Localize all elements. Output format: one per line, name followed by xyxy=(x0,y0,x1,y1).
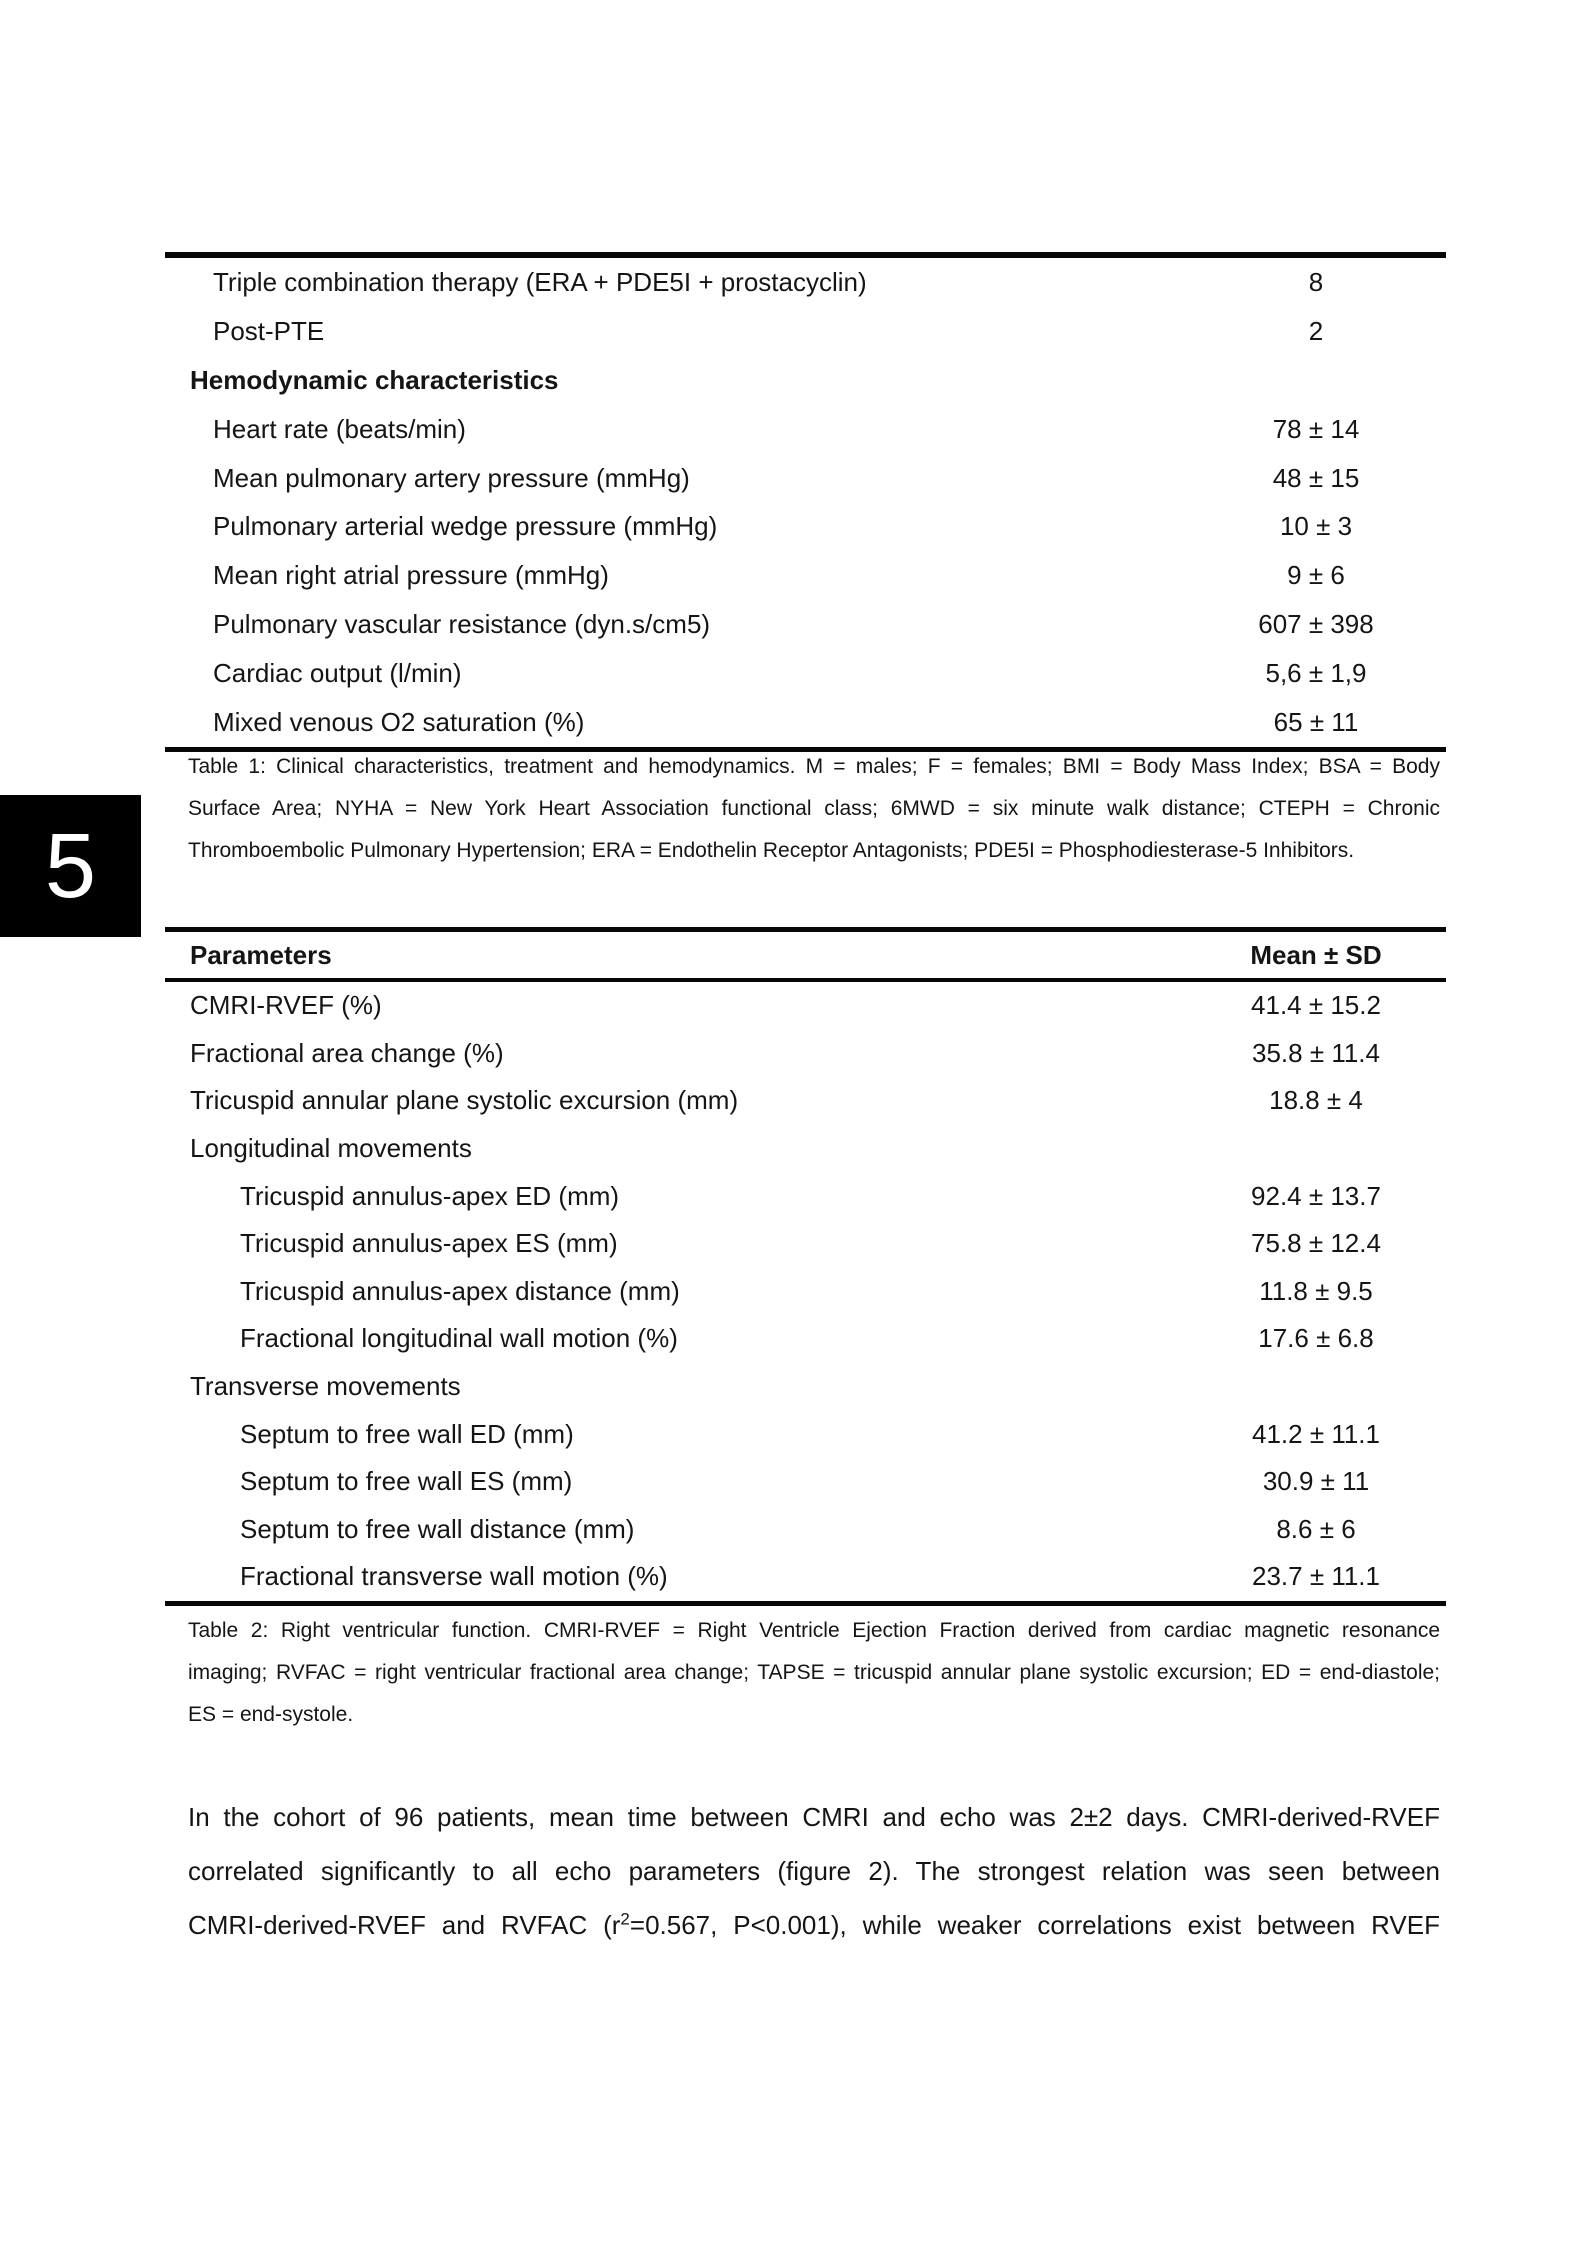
table1-row-label: Heart rate (beats/min) xyxy=(213,413,466,444)
paragraph-line: correlated significantly to all echo parameters (figure 2). The strongest relation was seen between xyxy=(188,1856,1440,1886)
table2-row-value: 35.8 ± 11.4 xyxy=(1252,1037,1380,1068)
table-row xyxy=(165,1125,1446,1173)
table-row xyxy=(165,307,1446,356)
table-2 xyxy=(165,927,1446,1606)
table1-row-label: Triple combination therapy (ERA + PDE5I + prostacyclin) xyxy=(213,266,867,297)
table1-caption-line: Surface Area; NYHA = New York Heart Association functional class; 6MWD = six minute walk distance; CTEPH = Chronic xyxy=(188,797,1440,820)
table2-row-label: Tricuspid annulus-apex ED (mm) xyxy=(240,1180,620,1211)
table-row xyxy=(165,649,1446,698)
table1-row-label: Mixed venous O2 saturation (%) xyxy=(213,706,585,737)
table-row xyxy=(165,1030,1446,1078)
superscript-2: 2 xyxy=(620,1909,630,1929)
table1-row-value: 78 ± 14 xyxy=(1272,413,1360,444)
table1-row-label: Cardiac output (l/min) xyxy=(213,658,462,689)
table-row xyxy=(165,1363,1446,1411)
table1-row-value: 5,6 ± 1,9 xyxy=(1265,658,1367,689)
table1-caption xyxy=(188,746,1440,872)
table-row xyxy=(165,1410,1446,1458)
table1-group-header: Hemodynamic characteristics xyxy=(190,364,559,395)
table-row xyxy=(165,1220,1446,1268)
table1-row-value: 8 xyxy=(1308,266,1324,297)
table-row xyxy=(165,551,1446,600)
table-row xyxy=(165,1268,1446,1316)
table1-row-value: 65 ± 11 xyxy=(1273,706,1359,737)
table-row xyxy=(165,1553,1446,1601)
table1-caption-line: Table 1: Clinical characteristics, treatment and hemodynamics. M = males; F = females; BMI = Body Mass Index; BSA = Body xyxy=(188,755,1440,778)
table1-row-label: Mean pulmonary artery pressure (mmHg) xyxy=(213,462,690,493)
table-row xyxy=(165,405,1446,454)
table2-row-value: 41.2 ± 11.1 xyxy=(1252,1418,1380,1449)
table-row xyxy=(165,600,1446,649)
table2-row-value: 92.4 ± 13.7 xyxy=(1251,1180,1381,1211)
table2-group-header: Longitudinal movements xyxy=(190,1133,472,1164)
table-row xyxy=(165,1506,1446,1554)
table2-row-value: 18.8 ± 4 xyxy=(1269,1085,1363,1116)
table1-row-value: 48 ± 15 xyxy=(1272,462,1360,493)
body-paragraph xyxy=(188,1790,1440,1952)
table-row xyxy=(165,1458,1446,1506)
table1-row-label: Post-PTE xyxy=(213,315,325,346)
table-row xyxy=(165,356,1446,405)
table2-row-value: 17.6 ± 6.8 xyxy=(1258,1323,1374,1354)
table-row xyxy=(165,258,1446,307)
table2-row-label: Fractional area change (%) xyxy=(190,1037,504,1068)
page-number-tab xyxy=(0,795,141,937)
table-row xyxy=(165,698,1446,747)
table-row xyxy=(165,1172,1446,1220)
table2-caption-line: ES = end-systole. xyxy=(188,1703,354,1726)
table2-row-value: 41.4 ± 15.2 xyxy=(1251,990,1381,1021)
table1-row-label: Pulmonary vascular resistance (dyn.s/cm5) xyxy=(213,609,711,640)
table2-row-label: CMRI-RVEF (%) xyxy=(190,990,382,1021)
table2-row-label: Septum to free wall distance (mm) xyxy=(240,1513,635,1544)
table2-header-parameters: Parameters xyxy=(190,939,332,970)
table2-header-mean-sd: Mean ± SD xyxy=(1250,939,1382,970)
paragraph-line-text: CMRI-derived-RVEF and RVFAC (r xyxy=(188,1910,621,1940)
table2-row-value: 8.6 ± 6 xyxy=(1276,1513,1356,1544)
paragraph-line xyxy=(188,1898,1440,1952)
table2-caption xyxy=(188,1610,1440,1736)
table1-row-value: 2 xyxy=(1308,315,1324,346)
table2-row-label: Tricuspid annulus-apex distance (mm) xyxy=(240,1275,680,1306)
table2-row-label: Septum to free wall ES (mm) xyxy=(240,1466,573,1497)
table2-header-row xyxy=(165,932,1446,982)
table2-row-label: Tricuspid annulus-apex ES (mm) xyxy=(240,1228,618,1259)
table2-row-value: 23.7 ± 11.1 xyxy=(1252,1561,1380,1592)
table1-row-label: Pulmonary arterial wedge pressure (mmHg) xyxy=(213,511,718,542)
table1-row-value: 607 ± 398 xyxy=(1258,609,1374,640)
table-row xyxy=(165,502,1446,551)
paragraph-line: In the cohort of 96 patients, mean time between CMRI and echo was 2±2 days. CMRI-derived-RVEF xyxy=(188,1802,1440,1832)
table1-row-value: 9 ± 6 xyxy=(1287,560,1345,591)
table-row xyxy=(165,982,1446,1030)
table2-row-label: Fractional longitudinal wall motion (%) xyxy=(240,1323,678,1354)
table2-row-value: 11.8 ± 9.5 xyxy=(1259,1275,1373,1306)
table2-row-value: 30.9 ± 11 xyxy=(1262,1466,1370,1497)
table1-caption-line: Thromboembolic Pulmonary Hypertension; ERA = Endothelin Receptor Antagonists; PDE5I = Phosphodiesterase-5 Inhibitors. xyxy=(188,839,1355,862)
table-1 xyxy=(165,252,1446,752)
table2-caption-line: Table 2: Right ventricular function. CMRI-RVEF = Right Ventricle Ejection Fraction derived from cardiac magnetic resonance xyxy=(188,1619,1440,1642)
table-row xyxy=(165,1077,1446,1125)
table2-row-label: Fractional transverse wall motion (%) xyxy=(240,1561,668,1592)
page-number: 5 xyxy=(44,814,97,917)
table2-row-label: Septum to free wall ED (mm) xyxy=(240,1418,574,1449)
table2-caption-line: imaging; RVFAC = right ventricular fractional area change; TAPSE = tricuspid annular plane systolic excursion; ED = end-diastole; xyxy=(188,1661,1440,1684)
table2-row-label: Tricuspid annular plane systolic excursion (mm) xyxy=(190,1085,739,1116)
table1-row-label: Mean right atrial pressure (mmHg) xyxy=(213,560,609,591)
paragraph-line-text: =0.567, P<0.001), while weaker correlations exist between RVEF xyxy=(629,1910,1440,1940)
table1-row-value: 10 ± 3 xyxy=(1279,511,1353,542)
table2-row-value: 75.8 ± 12.4 xyxy=(1251,1228,1381,1259)
table-row xyxy=(165,454,1446,503)
table2-group-header: Transverse movements xyxy=(190,1371,461,1402)
table-row xyxy=(165,1315,1446,1363)
